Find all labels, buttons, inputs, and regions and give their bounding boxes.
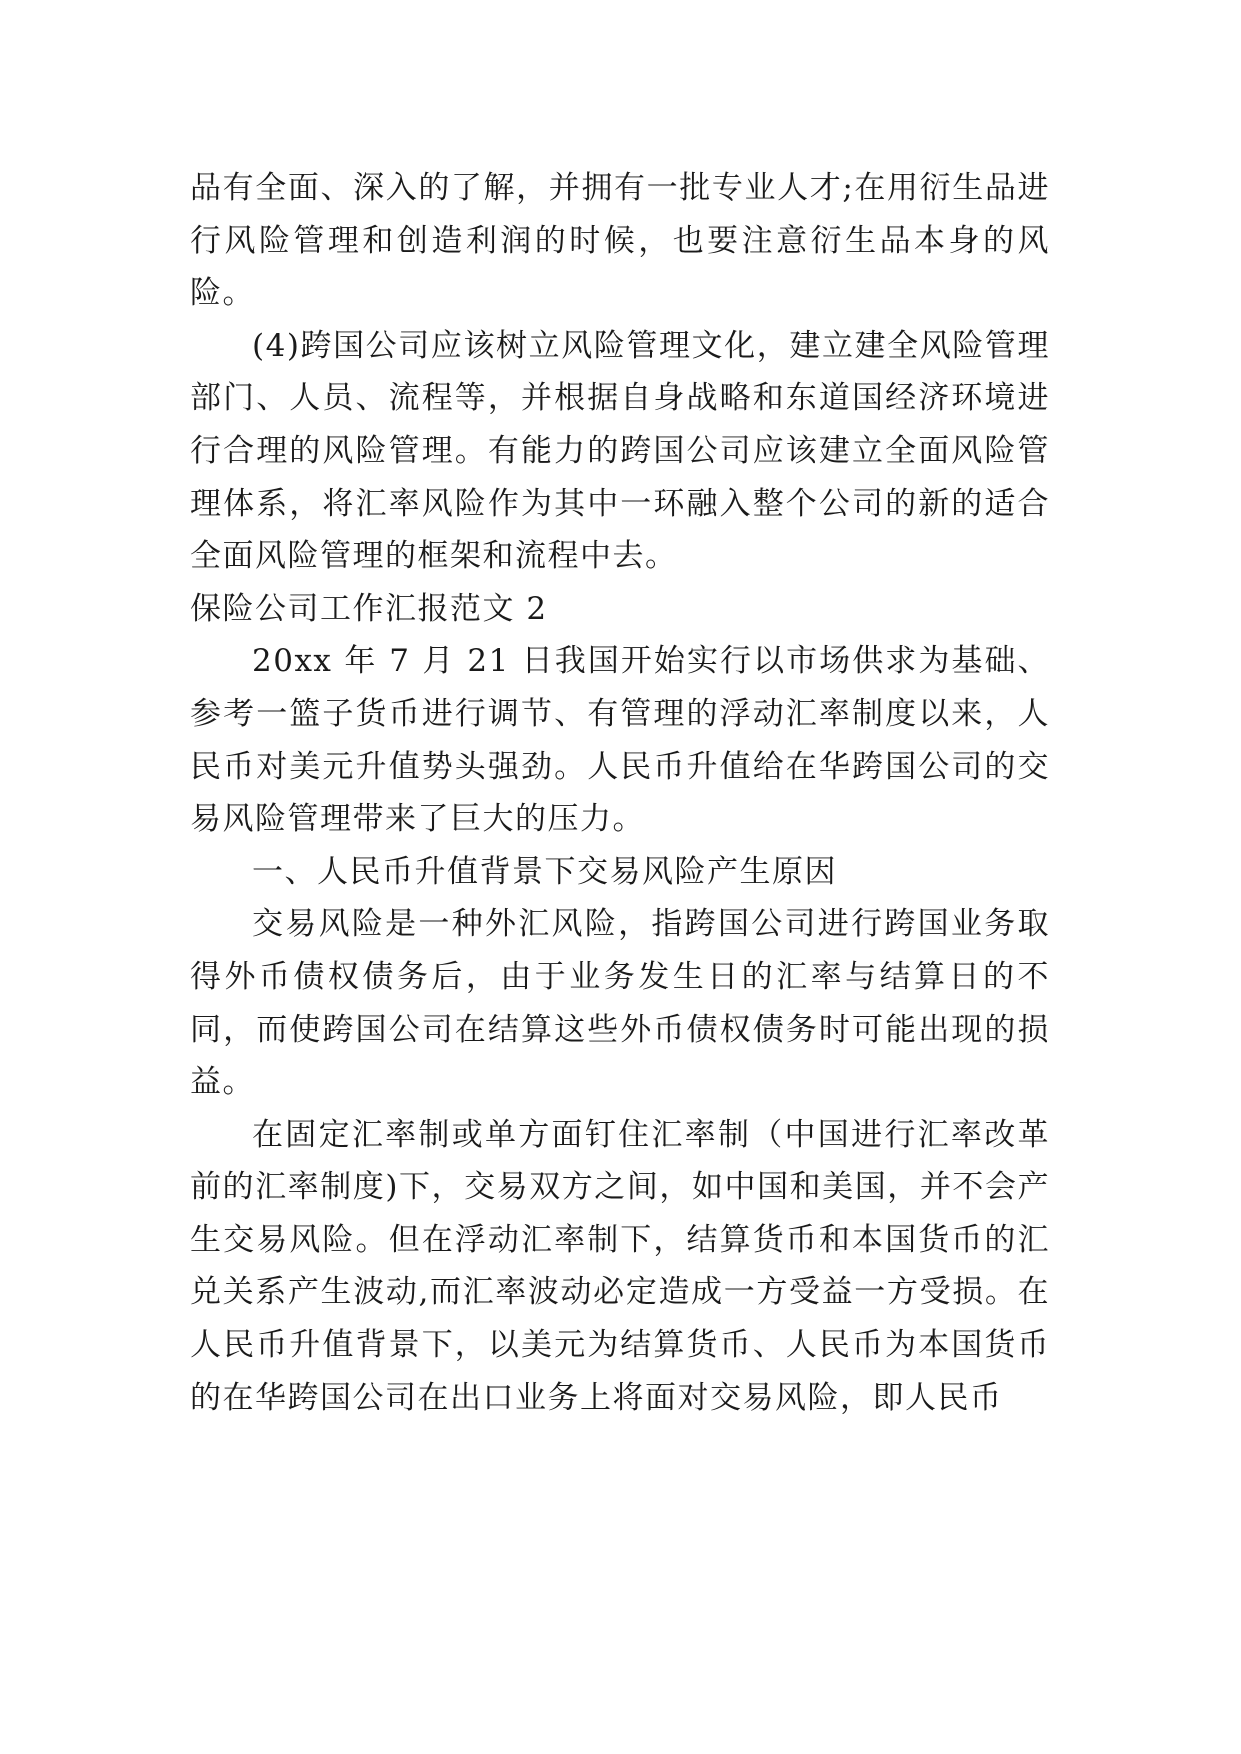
document-body: [190, 162, 1050, 1424]
section-title: 保险公司工作汇报范文 2: [190, 590, 548, 627]
paragraph-transaction-risk-definition: 交易风险是一种外汇风险，指跨国公司进行跨国业务取得外币债权债务后，由于业务发生日的汇率与结算日的不同，而使跨国公司在结算这些外币债权债务时可能出现的损益。: [190, 906, 1050, 1101]
paragraph-derivatives-continued: 品有全面、深入的了解，并拥有一批专业人才;在用衍生品进行风险管理和创造利润的时候，也要注意衍生品本身的风险。: [190, 170, 1050, 312]
paragraph-rmb-appreciation: 20xx 年 7 月 21 日我国开始实行以市场供求为基础、参考一篮子货币进行调节、有管理的浮动汇率制度以来，人民币对美元升值势头强劲。人民币升值给在华跨国公司的交易风险管理带来了巨大的压力。: [190, 643, 1050, 838]
paragraph-exchange-regime: 在固定汇率制或单方面钉住汇率制（中国进行汇率改革前的汇率制度)下，交易双方之间，如中国和美国，并不会产生交易风险。但在浮动汇率制下，结算货币和本国货币的汇兑关系产生波动,而汇率波动必定造成一方受益一方受损。在人民币升值背景下，以美元为结算货币、人民币为本国货币的在华跨国公司在出口业务上将面对交易风险，即人民币: [190, 1116, 1050, 1416]
paragraph-risk-culture: (4)跨国公司应该树立风险管理文化，建立建全风险管理部门、人员、流程等，并根据自身战略和东道国经济环境进行合理的风险管理。有能力的跨国公司应该建立全面风险管理体系，将汇率风险作为其中一环融入整个公司的新的适合全面风险管理的框架和流程中去。: [190, 327, 1050, 575]
subheading-transaction-risk-causes: 一、人民币升值背景下交易风险产生原因: [252, 853, 837, 890]
